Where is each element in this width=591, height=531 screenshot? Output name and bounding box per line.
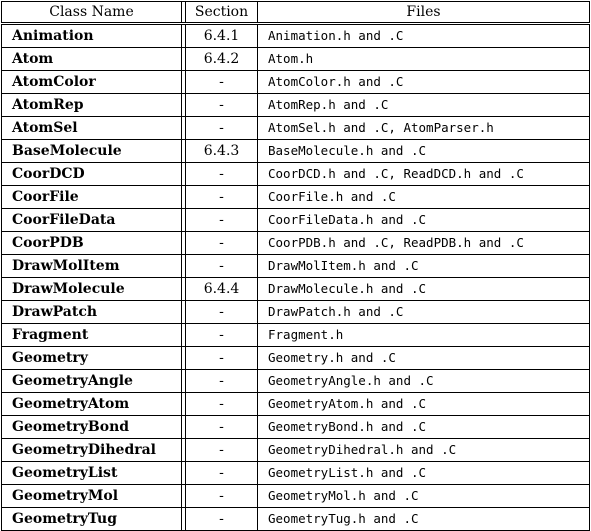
table-row [2, 416, 590, 439]
section-cell: - [186, 347, 258, 370]
class-name-cell: CoorFile [2, 186, 182, 209]
section-cell: - [186, 71, 258, 94]
table-row [2, 163, 590, 186]
files-cell: CoorPDB.h and .C, ReadPDB.h and .C [258, 232, 590, 255]
section-cell: - [186, 416, 258, 439]
section-cell: 6.4.1 [186, 24, 258, 48]
table-row [2, 94, 590, 117]
table-row [2, 393, 590, 416]
files-cell: GeometryTug.h and .C [258, 508, 590, 531]
header-section: Section [186, 2, 258, 24]
header-files: Files [258, 2, 590, 24]
files-cell: GeometryList.h and .C [258, 462, 590, 485]
files-cell: BaseMolecule.h and .C [258, 140, 590, 163]
class-name-cell: GeometryAtom [2, 393, 182, 416]
files-cell: GeometryMol.h and .C [258, 485, 590, 508]
files-cell: DrawPatch.h and .C [258, 301, 590, 324]
files-cell: Animation.h and .C [258, 24, 590, 48]
class-name-cell: CoorFileData [2, 209, 182, 232]
files-cell: Geometry.h and .C [258, 347, 590, 370]
files-cell: GeometryAngle.h and .C [258, 370, 590, 393]
section-cell: - [186, 393, 258, 416]
table-body [2, 24, 590, 531]
section-cell: - [186, 232, 258, 255]
files-cell: AtomColor.h and .C [258, 71, 590, 94]
class-name-cell: DrawMolecule [2, 278, 182, 301]
section-cell: 6.4.3 [186, 140, 258, 163]
class-name-cell: GeometryAngle [2, 370, 182, 393]
table-row [2, 117, 590, 140]
table-row [2, 24, 590, 48]
table-row [2, 485, 590, 508]
class-name-cell: CoorDCD [2, 163, 182, 186]
table-row [2, 301, 590, 324]
table-row [2, 255, 590, 278]
class-name-cell: DrawMolItem [2, 255, 182, 278]
section-cell: 6.4.2 [186, 48, 258, 71]
table-row [2, 370, 590, 393]
files-cell: CoorDCD.h and .C, ReadDCD.h and .C [258, 163, 590, 186]
section-cell: - [186, 462, 258, 485]
class-name-cell: GeometryDihedral [2, 439, 182, 462]
class-name-cell: DrawPatch [2, 301, 182, 324]
class-name-cell: GeometryTug [2, 508, 182, 531]
table-row [2, 48, 590, 71]
header-class-name: Class Name [2, 2, 182, 24]
table-row [2, 140, 590, 163]
section-cell: - [186, 163, 258, 186]
section-cell: - [186, 117, 258, 140]
table-row [2, 278, 590, 301]
files-cell: CoorFileData.h and .C [258, 209, 590, 232]
table-row [2, 209, 590, 232]
section-cell: - [186, 485, 258, 508]
class-name-cell: AtomColor [2, 71, 182, 94]
table-row [2, 324, 590, 347]
class-name-cell: CoorPDB [2, 232, 182, 255]
files-cell: GeometryDihedral.h and .C [258, 439, 590, 462]
class-name-cell: BaseMolecule [2, 140, 182, 163]
files-cell: Atom.h [258, 48, 590, 71]
files-cell: GeometryAtom.h and .C [258, 393, 590, 416]
files-cell: AtomRep.h and .C [258, 94, 590, 117]
class-name-cell: GeometryMol [2, 485, 182, 508]
class-name-cell: AtomRep [2, 94, 182, 117]
table-row [2, 347, 590, 370]
section-cell: - [186, 186, 258, 209]
table-row [2, 232, 590, 255]
section-cell: - [186, 209, 258, 232]
class-name-cell: Geometry [2, 347, 182, 370]
class-name-cell: Animation [2, 24, 182, 48]
files-cell: AtomSel.h and .C, AtomParser.h [258, 117, 590, 140]
files-cell: Fragment.h [258, 324, 590, 347]
table-row [2, 71, 590, 94]
section-cell: 6.4.4 [186, 278, 258, 301]
table-row [2, 186, 590, 209]
table-header [2, 2, 590, 24]
table-row [2, 508, 590, 531]
files-cell: GeometryBond.h and .C [258, 416, 590, 439]
files-cell: DrawMolecule.h and .C [258, 278, 590, 301]
class-name-cell: Atom [2, 48, 182, 71]
files-cell: CoorFile.h and .C [258, 186, 590, 209]
class-name-cell: Fragment [2, 324, 182, 347]
section-cell: - [186, 370, 258, 393]
section-cell: - [186, 94, 258, 117]
header-row [2, 2, 590, 24]
section-cell: - [186, 439, 258, 462]
class-name-cell: GeometryBond [2, 416, 182, 439]
class-table [1, 1, 590, 531]
section-cell: - [186, 301, 258, 324]
section-cell: - [186, 324, 258, 347]
files-cell: DrawMolItem.h and .C [258, 255, 590, 278]
table-row [2, 462, 590, 485]
class-name-cell: GeometryList [2, 462, 182, 485]
class-name-cell: AtomSel [2, 117, 182, 140]
table-row [2, 439, 590, 462]
section-cell: - [186, 508, 258, 531]
section-cell: - [186, 255, 258, 278]
